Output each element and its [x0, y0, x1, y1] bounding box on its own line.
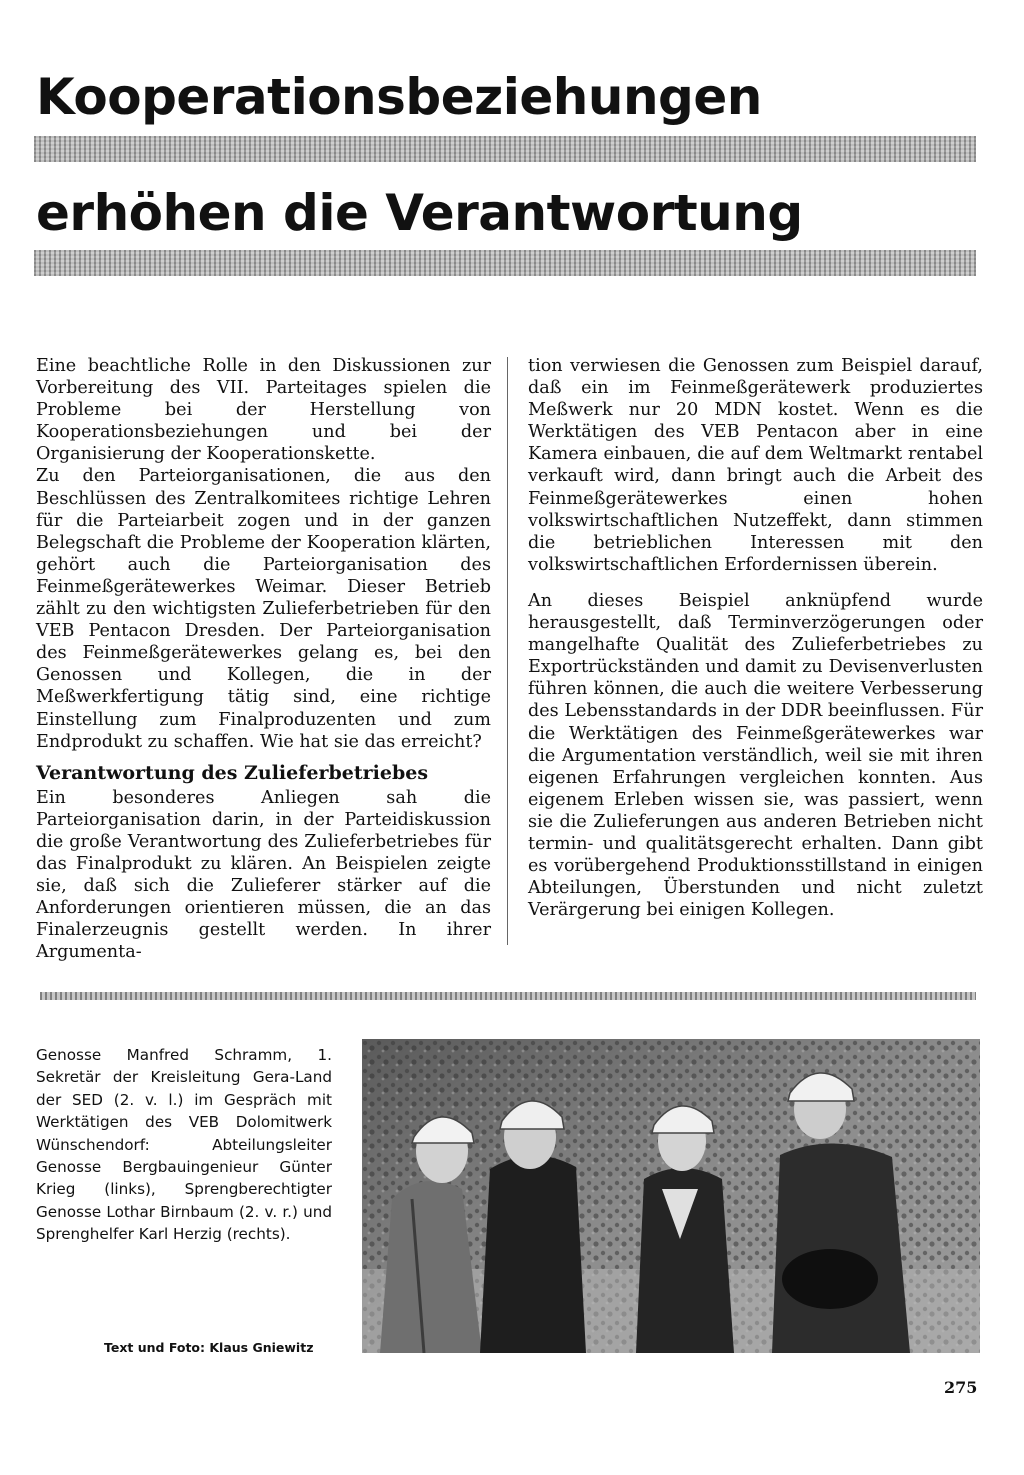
article-paragraph: Eine beachtliche Rolle in den Diskussionen zur Vorbereitung des VII. Parteitages spielen die Probleme bei der Herstellung von Kooperationsbeziehungen und bei der Organisierung der Kooperationskette.	[36, 356, 491, 465]
headline-line-2: erhöhen die Verantwortung	[36, 184, 803, 242]
column-divider	[507, 357, 508, 945]
article-paragraph: Zu den Parteiorganisationen, die aus den Beschlüssen des Zentralkomitees richtige Lehren für die Parteiarbeit zogen und in der ganzen Belegschaft die Probleme der Kooperation klärten, gehört auch die Parteiorganisation des Feinmeßgerätewerkes Weimar. Dieser Betrieb zählt zu den wichtigsten Zulieferbetrieben für den VEB Pentacon Dresden. Der Parteiorganisation des Feinmeßgerätewerkes gelang es, bei den Genossen und Kollegen, die in der Meßwerkfertigung tätig sind, eine richtige Einstellung zum Finalproduzenten und zum Endprodukt zu schaffen. Wie hat sie das erreicht?	[36, 466, 491, 752]
article-right-column	[528, 355, 983, 921]
article-left-column	[36, 355, 491, 963]
photo-caption: Genosse Manfred Schramm, 1. Sekretär der Kreisleitung Gera-Land der SED (2. v. l.) im Gespräch mit Werktätigen des VEB Dolomitwerk Wünschendorf: Abteilungsleiter Genosse Bergbauingenieur Günter Krieg (links), Sprengberechtigter Genosse Lothar Birnbaum (2. v. r.) und Sprenghelfer Karl Herzig (rechts).	[36, 1046, 332, 1244]
screened-bar-top	[34, 136, 976, 162]
article-subheading: Verantwortung des Zulieferbetriebes	[36, 761, 429, 784]
section-divider-bar	[40, 992, 976, 1000]
screened-bar-bottom	[34, 250, 976, 276]
news-photo	[362, 1039, 980, 1353]
article-paragraph: An dieses Beispiel anknüpfend wurde herausgestellt, daß Terminverzögerungen oder mangelhafte Qualität des Zulieferbetriebes zu Exportrückständen und damit zu Devisenverlusten führen können, die auch die weitere Verbesserung des Lebensstandards in der DDR beeinflussen. Für die Werktätigen des Feinmeßgerätewerkes war die Argumentation verständlich, weil sie mit ihren eigenen Erfahrungen vergleichen konnten. Aus eigenem Erleben wissen sie, was passiert, wenn sie die Zulieferungen aus anderen Betrieben nicht termin- und qualitätsgerecht erhalten. Dann gibt es vorübergehend Produktionsstillstand in einigen Abteilungen, Überstunden und nicht zuletzt Verärgerung bei einigen Kollegen.	[528, 590, 983, 921]
photo-credit: Text und Foto: Klaus Gniewitz	[104, 1340, 314, 1355]
headline-line-1: Kooperationsbeziehungen	[36, 68, 762, 126]
article-paragraph: Ein besonderes Anliegen sah die Parteiorganisation darin, in der Parteidiskussion die große Verantwortung des Zulieferbetriebes für das Finalprodukt zu klären. An Beispielen zeigte sie, daß sich die Zulieferer stärker auf die Anforderungen orientieren müssen, die an das Finalerzeugnis gestellt werden. In ihrer Argumenta-	[36, 787, 491, 963]
article-paragraph: tion verwiesen die Genossen zum Beispiel darauf, daß ein im Feinmeßgerätewerk produziertes Meßwerk nur 20 MDN kostet. Wenn es die Werktätigen des VEB Pentacon aber in eine Kamera einbauen, die auf dem Weltmarkt rentabel verkauft wird, dann bringt auch die Arbeit des Feinmeßgerätewerkes einen hohen volkswirtschaftlichen Nutzeffekt, dann stimmen die betrieblichen Interessen mit den volkswirtschaftlichen Erfordernissen überein.	[528, 356, 983, 575]
page-number: 275	[944, 1378, 978, 1397]
